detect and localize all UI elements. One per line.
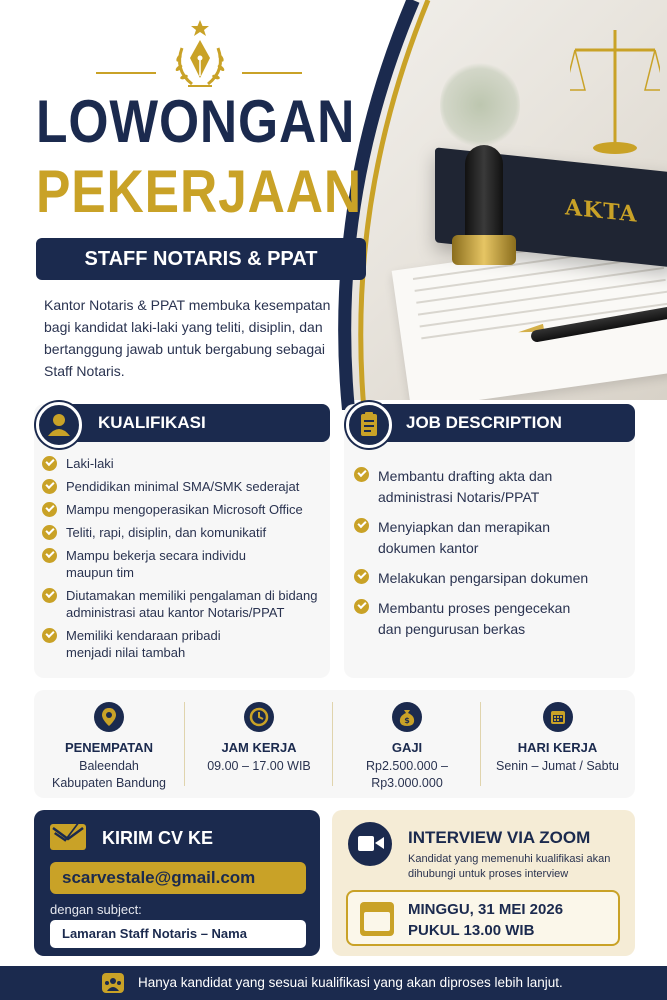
job-description-list [354,466,624,640]
check-icon [42,525,57,540]
check-icon [354,518,369,533]
list-item: Mampu bekerja secara individu maupun tim [42,547,262,581]
list-item: Melakukan pengarsipan dokumen [354,568,624,589]
emblem-rule-right [242,72,302,74]
check-icon [42,502,57,517]
check-icon [42,479,57,494]
plant-decoration [440,60,520,150]
stamp-handle [465,145,503,240]
footer-bar [0,966,667,1000]
interview-title: INTERVIEW VIA ZOOM [408,828,591,847]
location-pin-icon [94,702,124,732]
qualifications-list [42,455,332,661]
list-item: Teliti, rapi, disiplin, dan komunikatif [42,524,332,541]
title-line-2: PEKERJAAN [36,158,363,225]
calendar-icon [543,702,573,732]
email-address[interactable]: scarvestale@gmail.com [50,862,306,894]
subject-label: dengan subject: [50,902,142,917]
people-icon [102,973,124,993]
workdays-label: HARI KERJA [517,740,598,755]
salary-line-1: Rp2.500.000 – [365,759,448,773]
check-icon [42,628,57,643]
interview-description: Kandidat yang memenuhi kualifikasi akan dihubungi untuk proses interview [408,853,611,880]
list-item: Diutamakan memiliki pengalaman di bidang administrasi atau kantor Notaris/PPAT [42,587,326,621]
interview-time: PUKUL 13.00 WIB [408,922,535,939]
qualifications-header [54,404,330,442]
video-camera-icon [348,822,392,866]
check-icon [42,548,57,563]
list-item: Pendidikan minimal SMA/SMK sederajat [42,478,332,495]
stamp-base [452,235,516,265]
footer-note: Hanya kandidat yang sesuai kualifikasi yang akan diproses lebih lanjut. [138,975,563,990]
placement-info [34,690,184,798]
salary-label: GAJI [391,740,423,755]
list-item: Menyiapkan dan merapikan dokumen kantor [354,517,584,559]
position-title: STAFF NOTARIS & PPAT [36,238,366,280]
clock-icon [244,702,274,732]
send-cv-box [34,810,320,956]
check-icon [354,467,369,482]
user-icon [36,402,82,448]
title-line-1: LOWONGAN [36,88,356,155]
hours-value: 09.00 – 17.00 WIB [207,759,311,773]
qualifications-title: KUALIFIKASI [98,413,206,432]
money-bag-icon [392,702,422,732]
send-cv-title: KIRIM CV KE [102,828,214,848]
interview-box [332,810,635,956]
placement-line-2: Kabupaten Bandung [52,776,166,790]
emblem-rule-left [96,72,156,74]
email-subject: Lamaran Staff Notaris – Nama [50,920,306,948]
workdays-value: Senin – Jumat / Sabtu [496,759,619,773]
intro-text: Kantor Notaris & PPAT membuka kesempatan bagi kandidat laki-laki yang teliti, disiplin, dan bertanggung jawab untuk bergabung sebagai Staff Notaris. [44,297,331,379]
list-item: Mampu mengoperasikan Microsoft Office [42,501,332,518]
job-info-strip [34,690,635,798]
pen-nib-laurel-emblem [160,18,240,98]
interview-schedule [346,890,620,946]
clipboard-icon [346,402,392,448]
workdays-info [480,690,635,798]
check-icon [354,569,369,584]
calendar-icon [360,902,394,936]
book-label: AKTA [565,194,638,228]
placement-line-1: Baleendah [79,759,139,773]
placement-label: PENEMPATAN [64,740,154,755]
check-icon [42,588,57,603]
job-description-header [362,404,635,442]
check-icon [42,456,57,471]
salary-info [332,690,482,798]
hours-label: JAM KERJA [221,740,297,755]
salary-line-2: Rp3.000.000 [371,776,443,790]
list-item: Membantu proses pengecekan dan pengurusan berkas [354,598,594,640]
interview-date: MINGGU, 31 MEI 2026 [408,901,564,918]
list-item: Memiliki kendaraan pribadi menjadi nilai tambah [42,627,262,661]
list-item: Membantu drafting akta dan administrasi Notaris/PPAT [354,466,584,508]
svg-text:$: $ [404,716,410,725]
list-item: Laki-laki [42,455,332,472]
check-icon [354,599,369,614]
hours-info [184,690,334,798]
job-description-title: JOB DESCRIPTION [406,413,562,432]
scale-of-justice-icon [570,20,660,160]
envelope-icon [50,824,86,850]
